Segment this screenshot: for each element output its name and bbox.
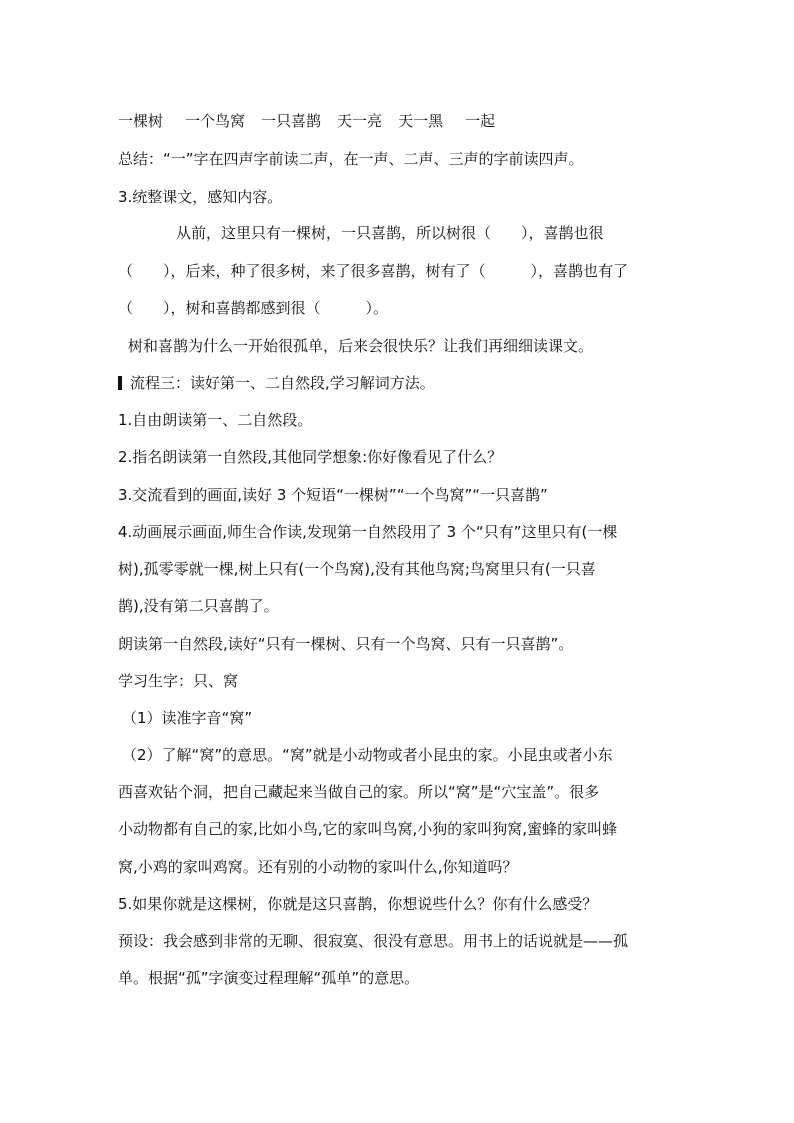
fill-blank-line-1: 从前，这里只有一棵树，一只喜鹊，所以树很（ ），喜鹊也很: [176, 224, 604, 242]
word-list: [118, 112, 678, 130]
step-3: 3.统整课文，感知内容。: [118, 188, 283, 206]
learn-characters: 学习生字：只、窝: [118, 672, 239, 690]
step-3-phrases: 3.交流看到的画面,读好 3 个短语“一棵树”“一个鸟窝”“一只喜鹊”: [118, 486, 548, 504]
step-2: 2.指名朗读第一自然段,其他同学想象:你好像看见了什么？: [118, 448, 503, 466]
word-item: 一棵树: [118, 112, 164, 130]
point-2-line-1: （2）了解“窝”的意思。“窝”就是小动物或者小昆虫的家。小昆虫或者小东: [122, 746, 613, 764]
word-item: 天一亮: [337, 112, 383, 130]
step-4-line-2: 树),孤零零就一棵,树上只有(一个鸟窝),没有其他鸟窝;鸟窝里只有(一只喜: [118, 560, 596, 578]
word-item: 一个鸟窝: [185, 112, 246, 130]
step-5: 5.如果你就是这棵树，你就是这只喜鹊，你想说些什么？你有什么感受？: [118, 895, 598, 913]
step-4-line-3: 鹊),没有第二只喜鹊了。: [118, 597, 279, 615]
preset-line-2: 单。根据“孤”字演变过程理解“孤单”的意思。: [118, 969, 420, 987]
bullet-marker-icon: [118, 376, 122, 390]
step-4-line-1: 4.动画展示画面,师生合作读,发现第一自然段用了 3 个“只有”这里只有(一棵: [118, 523, 618, 541]
read-paragraph-1: 朗读第一自然段,读好“只有一棵树、只有一个鸟窝、只有一只喜鹊”。: [118, 635, 574, 653]
point-2-line-4: 窝,小鸡的家叫鸡窝。还有别的小动物的家叫什么,你知道吗？: [118, 858, 518, 876]
step-1: 1.自由朗读第一、二自然段。: [118, 411, 313, 429]
word-item: 一起: [465, 112, 496, 130]
question-text: 树和喜鹊为什么一开始很孤单，后来会很快乐？让我们再细细读课文。: [128, 337, 594, 355]
summary-text: 总结：“一”字在四声字前读二声，在一声、二声、三声的字前读四声。: [118, 150, 584, 168]
preset-line-1: 预设：我会感到非常的无聊、很寂寞、很没有意思。用书上的话说就是——孤: [118, 932, 629, 950]
word-item: 天一黑: [398, 112, 444, 130]
fill-blank-line-2: （ ），后来，种了很多树，来了很多喜鹊，树有了（ ），喜鹊也有了: [118, 262, 629, 280]
flow-3-heading: [118, 374, 678, 392]
fill-blank-line-3: （ ），树和喜鹊都感到很（ ）。: [118, 299, 389, 317]
point-1: （1）读准字音“窝”: [122, 709, 253, 727]
word-item: 一只喜鹊: [261, 112, 322, 130]
flow-3-title: 流程三：读好第一、二自然段,学习解词方法。: [130, 374, 435, 392]
point-2-line-3: 小动物都有自己的家,比如小鸟,它的家叫鸟窝,小狗的家叫狗窝,蜜蜂的家叫蜂: [118, 820, 618, 838]
point-2-line-2: 西喜欢钻个洞，把自己藏起来当做自己的家。所以“窝”是“穴宝盖”。很多: [118, 783, 600, 801]
